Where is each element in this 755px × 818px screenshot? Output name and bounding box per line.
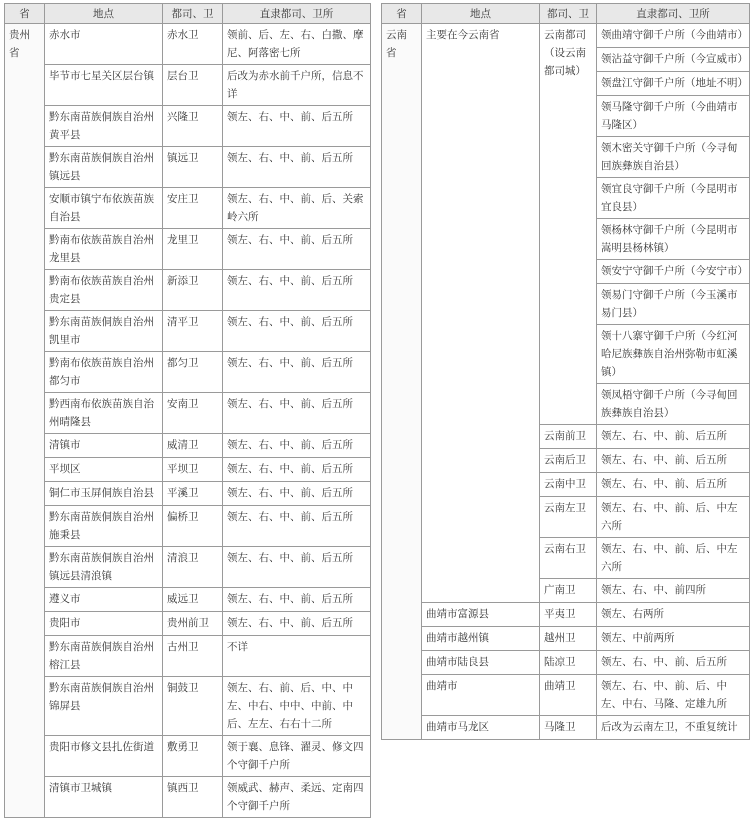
place-cell: 黔东南苗族侗族自治州镇远县 — [45, 147, 163, 188]
units-cell: 领左、右、中、前、后五所 — [223, 547, 371, 588]
place-cell: 黔东南苗族侗族自治州凯里市 — [45, 311, 163, 352]
table-row — [382, 24, 750, 48]
wei-cell: 都匀卫 — [163, 352, 223, 393]
wei-cell: 安南卫 — [163, 393, 223, 434]
place-cell: 黔东南苗族侗族自治州镇远县清浪镇 — [45, 547, 163, 588]
header-place: 地点 — [45, 4, 163, 24]
table-row — [5, 736, 371, 777]
header-units: 直隶都司、卫所 — [597, 4, 750, 24]
table-row — [5, 393, 371, 434]
units-cell: 领于襄、息锋、濯灵、修文四个守御千户所 — [223, 736, 371, 777]
units-cell: 领左、右、中、前、后五所 — [223, 434, 371, 458]
wei-cell: 马隆卫 — [540, 716, 597, 740]
place-cell: 黔东南苗族侗族自治州榕江县 — [45, 636, 163, 677]
table-row — [5, 147, 371, 188]
table-row — [5, 24, 371, 65]
units-cell: 领左、中前两所 — [597, 627, 750, 651]
wei-cell: 兴隆卫 — [163, 106, 223, 147]
wei-cell: 云南中卫 — [540, 473, 597, 497]
wei-cell: 古州卫 — [163, 636, 223, 677]
units-cell: 领宜良守御千户所（今昆明市宜良县） — [597, 178, 750, 219]
units-cell: 领左、右、中、前四所 — [597, 579, 750, 603]
units-cell: 领左、右、中、前、后五所 — [223, 393, 371, 434]
province-cell: 贵州省 — [5, 24, 45, 818]
wei-cell: 平坝卫 — [163, 458, 223, 482]
units-cell: 领左、右、中、前、后五所 — [223, 106, 371, 147]
table-row — [382, 675, 750, 716]
header-province: 省 — [5, 4, 45, 24]
units-cell: 领沾益守御千户所（今宣威市） — [597, 48, 750, 72]
wei-cell: 威远卫 — [163, 588, 223, 612]
wei-cell: 铜鼓卫 — [163, 677, 223, 736]
table-row — [5, 506, 371, 547]
units-cell: 领左、右、中、前、后、中左六所 — [597, 538, 750, 579]
wei-cell: 越州卫 — [540, 627, 597, 651]
table-row — [5, 482, 371, 506]
header-wei: 都司、卫 — [540, 4, 597, 24]
wei-cell: 层台卫 — [163, 65, 223, 106]
units-cell: 领马隆守御千户所（今曲靖市马隆区） — [597, 96, 750, 137]
table-row — [5, 588, 371, 612]
wei-cell: 镇远卫 — [163, 147, 223, 188]
yunnan-table — [381, 3, 750, 740]
units-cell: 领左、右、中、前、后五所 — [223, 147, 371, 188]
place-cell: 曲靖市陆良县 — [422, 651, 540, 675]
wei-cell: 赤水卫 — [163, 24, 223, 65]
place-cell: 曲靖市越州镇 — [422, 627, 540, 651]
units-cell: 领左、右、中、前、后五所 — [223, 229, 371, 270]
header-wei: 都司、卫 — [163, 4, 223, 24]
table-row — [382, 651, 750, 675]
units-cell: 领左、右、中、前、后五所 — [223, 506, 371, 547]
place-cell: 曲靖市马龙区 — [422, 716, 540, 740]
header-place: 地点 — [422, 4, 540, 24]
units-cell: 领左、右、中、前、后五所 — [223, 588, 371, 612]
table-row — [5, 65, 371, 106]
wei-cell: 龙里卫 — [163, 229, 223, 270]
wei-cell: 威清卫 — [163, 434, 223, 458]
wei-cell: 镇西卫 — [163, 777, 223, 818]
wei-cell: 云南右卫 — [540, 538, 597, 579]
units-cell: 领左、右两所 — [597, 603, 750, 627]
guizhou-table-body — [5, 24, 371, 818]
wei-cell: 清平卫 — [163, 311, 223, 352]
place-cell: 安顺市镇宁布依族苗族自治县 — [45, 188, 163, 229]
units-cell: 领左、右、中、前、后五所 — [223, 612, 371, 636]
place-cell: 曲靖市富源县 — [422, 603, 540, 627]
units-cell: 领左、右、中、前、后五所 — [223, 482, 371, 506]
place-cell: 贵阳市修文县扎佐街道 — [45, 736, 163, 777]
table-row — [382, 627, 750, 651]
province-cell: 云南省 — [382, 24, 422, 740]
wei-cell: 云南左卫 — [540, 497, 597, 538]
place-cell: 清镇市卫城镇 — [45, 777, 163, 818]
place-cell: 遵义市 — [45, 588, 163, 612]
units-cell: 领凤梧守御千户所（今寻甸回族彝族自治县） — [597, 384, 750, 425]
units-cell: 领左、右、中、前、后五所 — [597, 651, 750, 675]
place-cell: 毕节市七星关区层台镇 — [45, 65, 163, 106]
place-cell: 贵阳市 — [45, 612, 163, 636]
units-cell: 领左、右、中、前、后五所 — [597, 473, 750, 497]
place-cell: 黔南布依族苗族自治州龙里县 — [45, 229, 163, 270]
place-cell: 黔东南苗族侗族自治州施秉县 — [45, 506, 163, 547]
units-cell: 领左、右、前、后、中、中左、中右、中中、中前、中后、左左、右右十二所 — [223, 677, 371, 736]
header-row — [5, 4, 371, 24]
table-row — [5, 311, 371, 352]
units-cell: 领左、右、中、前、后、关索岭六所 — [223, 188, 371, 229]
guizhou-table — [4, 3, 371, 818]
table-row — [5, 612, 371, 636]
units-cell: 不详 — [223, 636, 371, 677]
place-cell: 黔东南苗族侗族自治州锦屏县 — [45, 677, 163, 736]
place-cell: 清镇市 — [45, 434, 163, 458]
place-cell: 主要在今云南省 — [422, 24, 540, 603]
units-cell: 领前、后、左、右、白撒、摩尼、阿落密七所 — [223, 24, 371, 65]
units-cell: 领易门守御千户所（今玉溪市易门县） — [597, 284, 750, 325]
units-cell: 领左、右、中、前、后、中左、中右、马隆、定雄九所 — [597, 675, 750, 716]
place-cell: 黔东南苗族侗族自治州黄平县 — [45, 106, 163, 147]
place-cell: 黔西南布依族苗族自治州晴隆县 — [45, 393, 163, 434]
table-row — [5, 636, 371, 677]
place-cell: 平坝区 — [45, 458, 163, 482]
wei-cell: 曲靖卫 — [540, 675, 597, 716]
place-cell: 黔南布依族苗族自治州贵定县 — [45, 270, 163, 311]
table-row — [382, 716, 750, 740]
units-cell: 后改为云南左卫，不重复统计 — [597, 716, 750, 740]
wei-cell: 云南前卫 — [540, 425, 597, 449]
units-cell: 领木密关守御千户所（今寻甸回族彝族自治县） — [597, 137, 750, 178]
table-row — [5, 458, 371, 482]
place-cell: 黔南布依族苗族自治州都匀市 — [45, 352, 163, 393]
table-row — [5, 352, 371, 393]
units-cell: 领杨林守御千户所（今昆明市嵩明县杨林镇） — [597, 219, 750, 260]
wei-cell: 广南卫 — [540, 579, 597, 603]
yunnan-table-body — [382, 24, 750, 740]
units-cell: 领左、右、中、前、后五所 — [223, 270, 371, 311]
units-cell: 后改为赤水前千户所，信息不详 — [223, 65, 371, 106]
wei-cell: 偏桥卫 — [163, 506, 223, 547]
place-cell: 赤水市 — [45, 24, 163, 65]
wei-cell: 清浪卫 — [163, 547, 223, 588]
wei-cell: 平溪卫 — [163, 482, 223, 506]
table-row — [5, 270, 371, 311]
place-cell: 铜仁市玉屏侗族自治县 — [45, 482, 163, 506]
table-row — [5, 547, 371, 588]
units-cell: 领左、右、中、前、后五所 — [223, 458, 371, 482]
wei-cell: 新添卫 — [163, 270, 223, 311]
units-cell: 领安宁守御千户所（今安宁市） — [597, 260, 750, 284]
table-row — [382, 603, 750, 627]
units-cell: 领十八寨守御千户所（今红河哈尼族彝族自治州弥勒市虹溪镇） — [597, 325, 750, 384]
wei-cell: 敷勇卫 — [163, 736, 223, 777]
table-row — [5, 777, 371, 818]
header-province: 省 — [382, 4, 422, 24]
units-cell: 领盘江守御千户所（地址不明） — [597, 72, 750, 96]
units-cell: 领左、右、中、前、后五所 — [597, 449, 750, 473]
table-row — [5, 106, 371, 147]
table-row — [5, 229, 371, 270]
header-units: 直隶都司、卫所 — [223, 4, 371, 24]
wei-cell: 安庄卫 — [163, 188, 223, 229]
wei-cell: 云南都司（设云南都司城） — [540, 24, 597, 425]
units-cell: 领左、右、中、前、后、中左六所 — [597, 497, 750, 538]
wei-cell: 贵州前卫 — [163, 612, 223, 636]
units-cell: 领左、右、中、前、后五所 — [223, 311, 371, 352]
place-cell: 曲靖市 — [422, 675, 540, 716]
table-row — [5, 188, 371, 229]
table-row — [5, 434, 371, 458]
units-cell: 领左、右、中、前、后五所 — [223, 352, 371, 393]
units-cell: 领威武、赫声、柔远、定南四个守御千户所 — [223, 777, 371, 818]
wei-cell: 陆凉卫 — [540, 651, 597, 675]
wei-cell: 平夷卫 — [540, 603, 597, 627]
wei-cell: 云南后卫 — [540, 449, 597, 473]
units-cell: 领左、右、中、前、后五所 — [597, 425, 750, 449]
table-row — [5, 677, 371, 736]
units-cell: 领曲靖守御千户所（今曲靖市） — [597, 24, 750, 48]
header-row — [382, 4, 750, 24]
